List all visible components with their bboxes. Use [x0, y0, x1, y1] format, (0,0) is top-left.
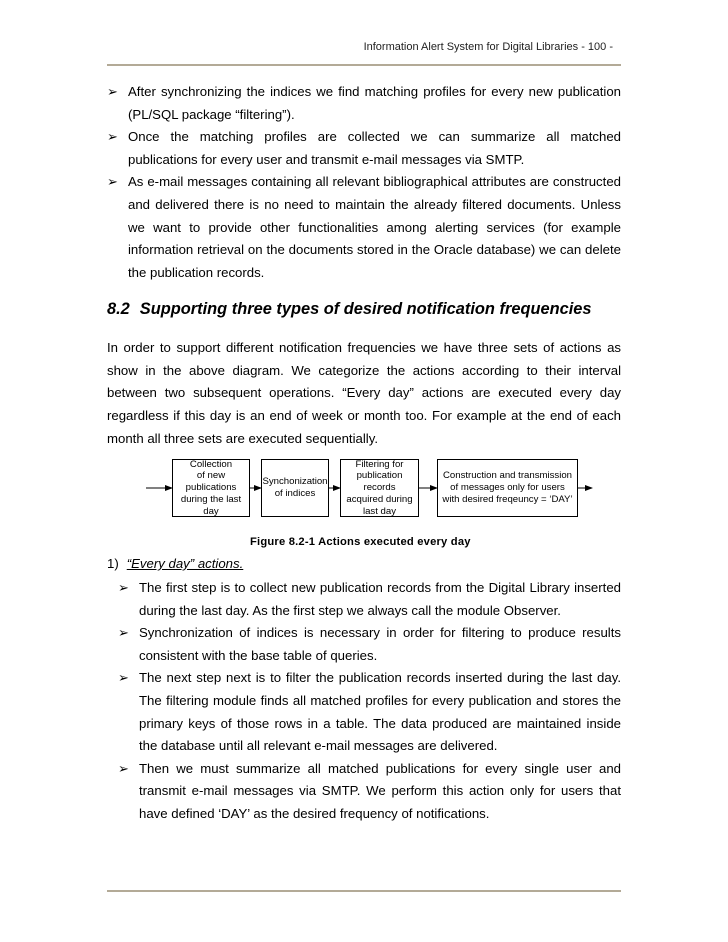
list-item: ➢ Synchronization of indices is necessary in order for filtering to produce results consistent with the base table of queries.: [118, 622, 621, 667]
arrow-bullet-icon: ➢: [118, 625, 129, 641]
top-bullet-list: [107, 81, 621, 284]
body-paragraph: In order to support different notification frequencies we have three sets of actions as show in the above diagram. We categorize the actions according to their interval between two subsequent operations. “Every day” actions are executed every day regardless if this day is an end of week or month too. For example at the end of each month all three sets are executed sequentially.: [107, 340, 621, 446]
list-item: ➢ The next step next is to filter the publication records inserted during the last day. The filtering module finds all matched profiles for every publication and stores the primary keys of those rows in a table. The data produced are maintained inside the database until all relevant e-mail messages are delivered.: [118, 667, 621, 757]
footer-rule: [107, 890, 621, 892]
diagram-box-filtering: Filtering for publication records acquired during last day: [340, 459, 419, 517]
section-heading: [107, 300, 627, 319]
arrow-bullet-icon: ➢: [118, 580, 129, 595]
diagram-box-construction: Construction and transmission of messages only for users with desired freqeuncy = ‘DAY’: [437, 459, 578, 517]
arrow-bullet-icon: ➢: [107, 174, 118, 190]
arrow-bullet-icon: ➢: [107, 84, 118, 99]
arrow-bullet-icon: ➢: [118, 670, 129, 686]
arrow-bullet-icon: ➢: [118, 760, 129, 776]
list-item: ➢ As e-mail messages containing all relevant bibliographical attributes are constructed and delivered there is no need to maintain the already filtered documents. Unless we want to provide other functionalities among alerting services (for example information retrieval on the documents stored in the Oracle database) we can delete the publication records.: [107, 171, 621, 284]
diagram-box-collection: Collection of new publications during the last day: [172, 459, 250, 517]
list-item: ➢ Then we must summarize all matched publications for every single user and transmit e-mail messages via SMTP. We perform this action only for users that have defined ‘DAY’ as the desired frequency of notifications.: [118, 758, 621, 826]
figure-caption: Figure 8.2-1 Actions executed every day: [250, 536, 471, 548]
list-item: ➢ After synchronizing the indices we find matching profiles for every new publication (PL/SQL package “filtering”).: [107, 81, 621, 126]
list-item: ➢ Once the matching profiles are collected we can summarize all matched publications for every user and transmit e-mail messages via SMTP.: [107, 126, 621, 171]
list-item: ➢ The first step is to collect new publication records from the Digital Library inserted during the last day. As the first step we always call the module Observer.: [118, 577, 621, 622]
header-rule: [107, 64, 621, 66]
section-title: Supporting three types of desired notification frequencies: [139, 300, 592, 318]
subsection-heading: [107, 553, 243, 575]
arrow-bullet-icon: ➢: [107, 129, 118, 145]
section-number: 8.2: [107, 300, 130, 318]
subsection-number: 1): [107, 556, 119, 571]
diagram-box-synchronization: Synchonization of indices: [261, 459, 329, 517]
day-actions-list: [118, 577, 621, 826]
subsection-title: “Every day” actions.: [126, 556, 244, 571]
page-header: Information Alert System for Digital Libraries - 100 -: [363, 41, 613, 53]
